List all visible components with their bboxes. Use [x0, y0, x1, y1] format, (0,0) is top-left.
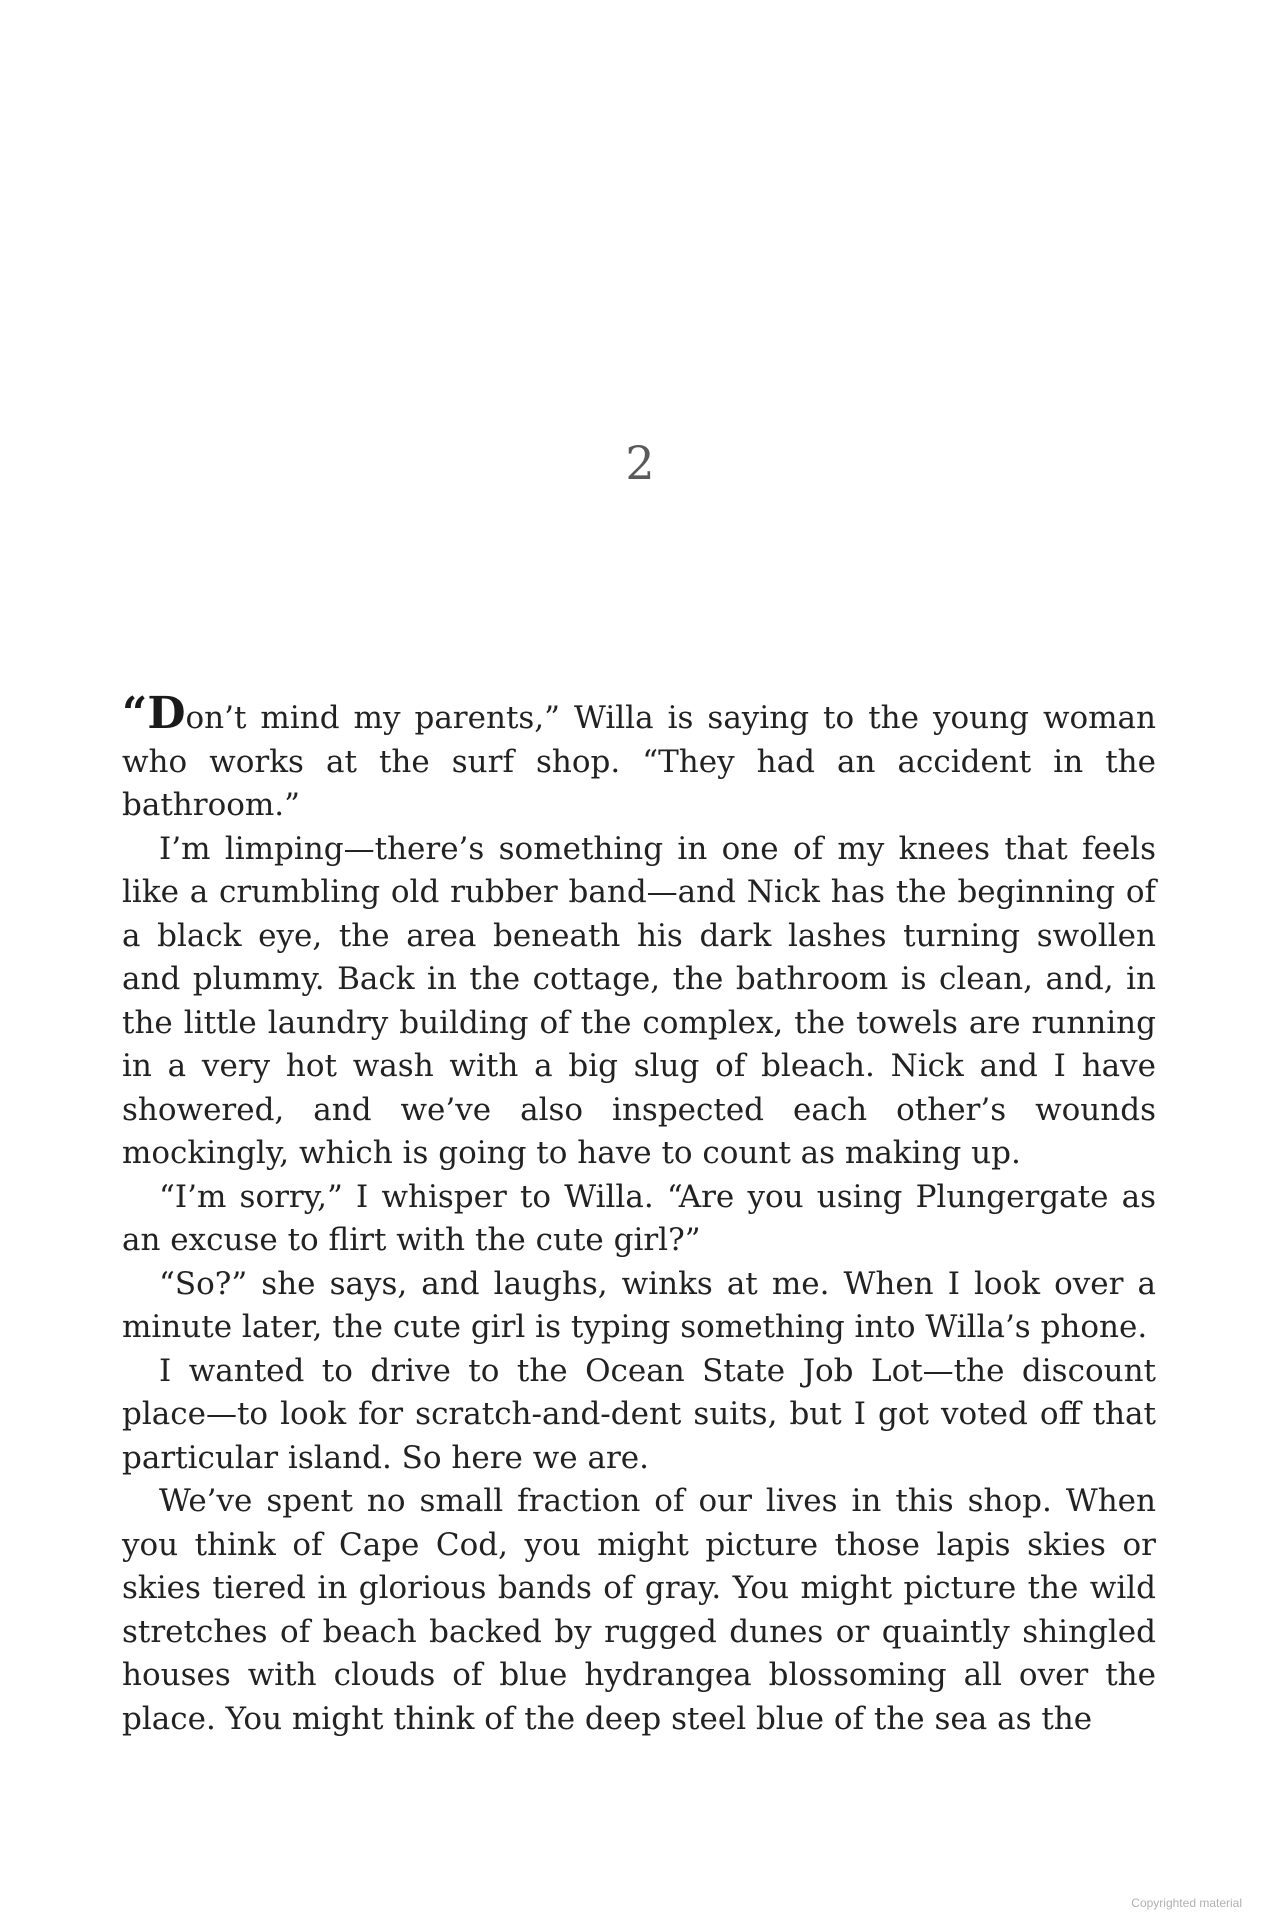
paragraph-2: I’m limping—there’s something in one of my knees that feels like a crumbling old rubber band—and Nick has the beginning of a black eye, the area beneath his dark lashes turning swollen and plummy. Back in the cottage, the bathroom is clean, and, in the little laundry building of the complex, the towels are running in a very hot wash with a big slug of bleach. Nick and I have showered, and we’ve also inspected each other’s wounds mockingly, which is going to have to count as making up. — [122, 830, 1156, 1171]
paragraph-6: We’ve spent no small fraction of our lives in this shop. When you think of Cape Cod, you might picture those lapis skies or skies tiered in glorious bands of gray. You might picture the wild stretches of beach backed by rugged dunes or quaintly shingled houses with clouds of blue hydrangea blossoming all over the place. You might think of the deep steel blue of the sea as the — [122, 1483, 1156, 1737]
paragraph-1-text: on’t mind my parents,” Willa is saying to the young woman who works at the surf shop. “They had an accident in the bathroom.” — [122, 700, 1156, 823]
paragraph-3: “I’m sorry,” I whisper to Willa. “Are you using Plungergate as an excuse to flirt with the cute girl?” — [122, 1178, 1156, 1258]
paragraph-5: I wanted to drive to the Ocean State Job Lot—the discount place—to look for scratch-and-dent suits, but I got voted off that particular island. So here we are. — [122, 1352, 1156, 1476]
paragraph-1 — [122, 688, 1156, 828]
chapter-number: 2 — [625, 436, 655, 490]
chapter-body — [122, 688, 1156, 1741]
copyright-watermark: Copyrighted material — [1131, 1896, 1242, 1910]
drop-cap — [122, 688, 185, 739]
drop-cap-letter: D — [147, 688, 186, 739]
drop-cap-quote: “ — [122, 688, 148, 739]
paragraph-4: “So?” she says, and laughs, winks at me. When I look over a minute later, the cute girl is typing something into Willa’s phone. — [122, 1265, 1156, 1345]
